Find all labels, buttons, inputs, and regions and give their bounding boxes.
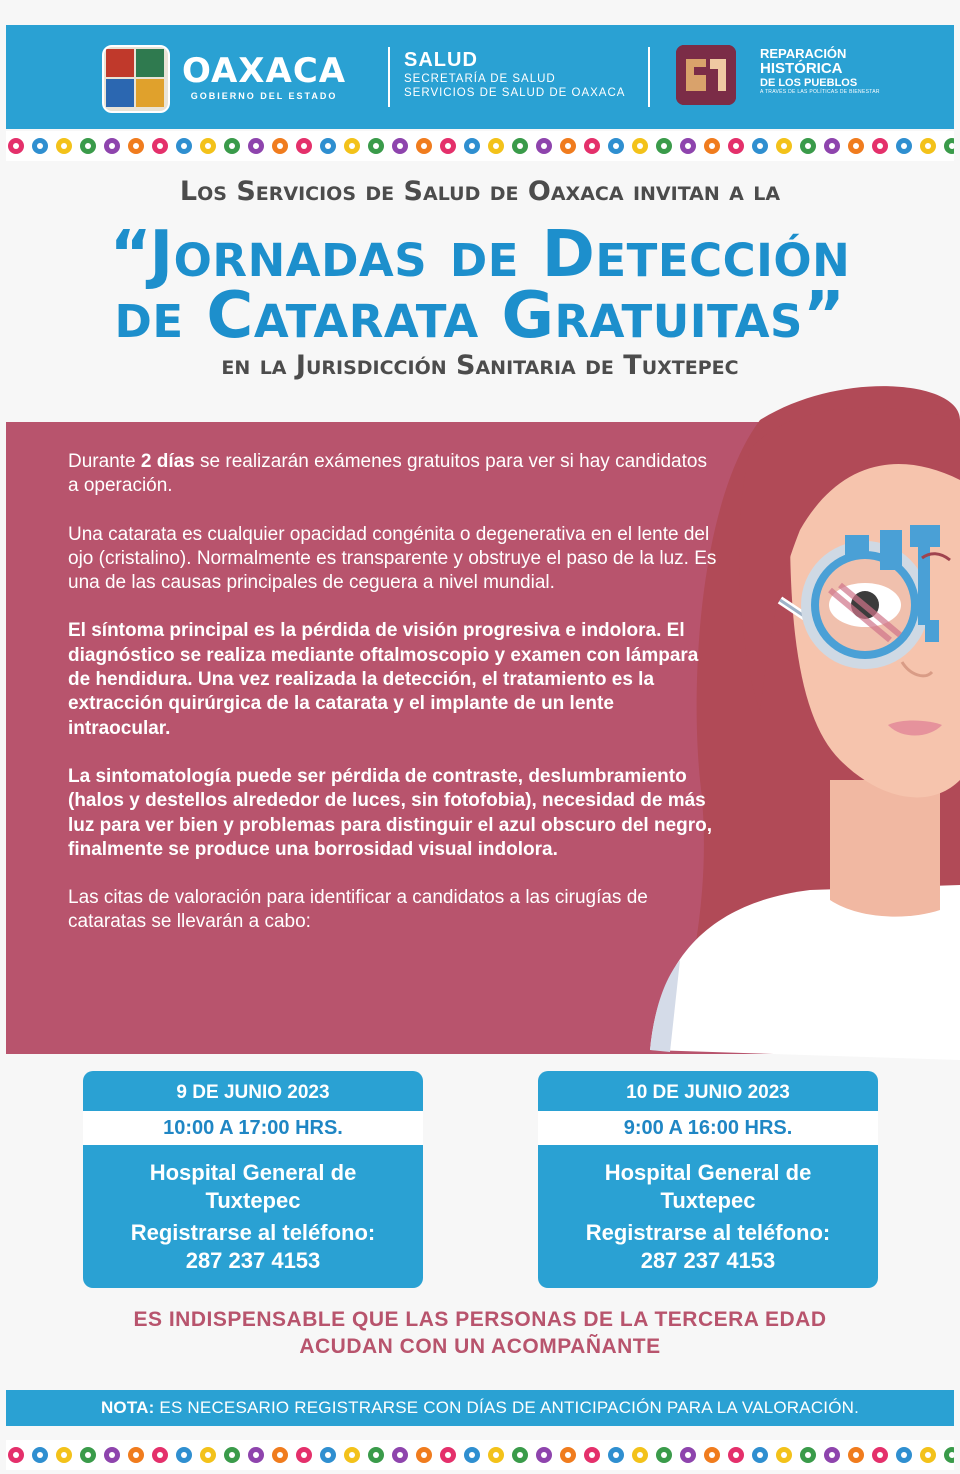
embroidery-flower <box>800 1447 816 1463</box>
embroidery-flower <box>848 138 864 154</box>
embroidery-flower <box>128 1447 144 1463</box>
embroidery-flower <box>464 1447 480 1463</box>
embroidery-band-top <box>6 131 954 161</box>
header-divider <box>388 47 390 107</box>
embroidery-flower <box>344 1447 360 1463</box>
card-date: 10 DE JUNIO 2023 <box>626 1082 790 1103</box>
intro-paragraph <box>68 450 718 499</box>
embroidery-flower <box>512 1447 528 1463</box>
embroidery-flower <box>416 1447 432 1463</box>
embroidery-flower <box>488 1447 504 1463</box>
warning-line2: ACUDAN CON UN ACOMPAÑANTE <box>299 1335 661 1358</box>
embroidery-flower <box>464 138 480 154</box>
embroidery-flower <box>32 1447 48 1463</box>
embroidery-flower <box>728 1447 744 1463</box>
embroidery-flower <box>800 138 816 154</box>
embroidery-flower <box>272 138 288 154</box>
embroidery-flower <box>680 138 696 154</box>
embroidery-flower <box>200 1447 216 1463</box>
embroidery-flower <box>824 138 840 154</box>
embroidery-flower <box>392 138 408 154</box>
header-divider <box>648 47 650 107</box>
phone-number: 287 237 4153 <box>640 1248 776 1273</box>
embroidery-flower <box>680 1447 696 1463</box>
embroidery-flower <box>536 1447 552 1463</box>
embroidery-flower <box>392 1447 408 1463</box>
rep-line4: A TRAVÉS DE LAS POLÍTICAS DE BIENESTAR <box>760 89 880 95</box>
embroidery-flower <box>8 1447 24 1463</box>
embroidery-flower <box>632 138 648 154</box>
embroidery-flower <box>728 138 744 154</box>
embroidery-flower <box>152 138 168 154</box>
register-label: Registrarse al teléfono: <box>585 1220 831 1245</box>
embroidery-flower <box>368 138 384 154</box>
embroidery-flower <box>296 138 312 154</box>
embroidery-flower <box>824 1447 840 1463</box>
embroidery-flower <box>320 1447 336 1463</box>
embroidery-flower <box>8 138 24 154</box>
catarata-definition: Una catarata es cualquier opacidad congénita o degenerativa en el lente del ojo (cristalino). Normalmente es transparente y obstruye el paso de la luz. Es una de las causas principales de ceguera a nivel mundial. <box>68 523 717 594</box>
embroidery-flower <box>944 138 954 154</box>
place-line1: Hospital General de <box>149 1160 357 1185</box>
embroidery-flower <box>32 138 48 154</box>
embroidery-flower <box>872 138 888 154</box>
card-register <box>538 1219 878 1275</box>
embroidery-flower <box>920 138 936 154</box>
embroidery-flower <box>320 138 336 154</box>
register-label: Registrarse al teléfono: <box>130 1220 376 1245</box>
embroidery-flower <box>128 138 144 154</box>
reparacion-logo <box>676 45 736 105</box>
embroidery-flower <box>752 138 768 154</box>
embroidery-flower <box>440 1447 456 1463</box>
warning-line1: ES INDISPENSABLE QUE LAS PERSONAS DE LA TERCERA EDAD <box>133 1308 827 1331</box>
salud-block <box>404 49 625 100</box>
symptomatology-paragraph: La sintomatología puede ser pérdida de contraste, deslumbramiento (halos y destellos alrededor de luces, sin fotofobia), necesidad de más luz para ver bien y problemas para distinguir el azul obscuro del negro, finalmente se produce una borrosidad visual indolora. <box>68 765 713 860</box>
appointments-paragraph: Las citas de valoración para identificar a candidatos a las cirugías de cataratas se llevarán a cabo: <box>68 887 648 933</box>
embroidery-flower <box>560 1447 576 1463</box>
embroidery-flower <box>896 138 912 154</box>
embroidery-flower <box>704 138 720 154</box>
embroidery-flower <box>440 138 456 154</box>
card-date: 9 DE JUNIO 2023 <box>176 1082 330 1103</box>
embroidery-flower <box>704 1447 720 1463</box>
header-bar <box>6 25 954 129</box>
embroidery-flower <box>848 1447 864 1463</box>
embroidery-flower <box>608 1447 624 1463</box>
place-line2: Tuxtepec <box>205 1188 301 1213</box>
embroidery-flower <box>80 1447 96 1463</box>
event-title-line1: “Jornadas de Detección <box>109 218 851 292</box>
embroidery-flower <box>368 1447 384 1463</box>
rep-line2: HISTÓRICA <box>760 60 843 77</box>
nota-text: ES NECESARIO REGISTRARSE CON DÍAS DE ANTICIPACIÓN PARA LA VALORACIÓN. <box>154 1398 860 1417</box>
embroidery-flower <box>104 1447 120 1463</box>
embroidery-flower <box>560 138 576 154</box>
embroidery-flower <box>200 138 216 154</box>
embroidery-flower <box>176 1447 192 1463</box>
phone-number: 287 237 4153 <box>185 1248 321 1273</box>
intro-line: Los Servicios de Salud de Oaxaca invitan a la <box>179 176 781 207</box>
embroidery-flower <box>608 138 624 154</box>
embroidery-flower <box>896 1447 912 1463</box>
embroidery-flower <box>296 1447 312 1463</box>
symptom-paragraph: El síntoma principal es la pérdida de visión progresiva e indolora. El diagnóstico se realiza mediante oftalmoscopio y examen con lámpara de hendidura. Una vez realizada la detección, el tratamiento es la extracción quirúrgica de la catarata y el implante de un lente intraocular. <box>68 620 699 739</box>
rep-line3: DE LOS PUEBLOS <box>760 77 858 89</box>
embroidery-flower <box>872 1447 888 1463</box>
card-register <box>83 1219 423 1275</box>
embroidery-flower <box>776 138 792 154</box>
embroidery-flower <box>224 138 240 154</box>
salud-title: SALUD <box>404 49 478 71</box>
card-place <box>83 1159 423 1215</box>
info-text <box>68 450 718 959</box>
embroidery-flower <box>224 1447 240 1463</box>
card-hours: 10:00 A 17:00 HRS. <box>83 1111 423 1145</box>
embroidery-flower <box>344 138 360 154</box>
p1-text-a: Durante <box>68 451 141 472</box>
embroidery-flower <box>80 138 96 154</box>
embroidery-flower <box>632 1447 648 1463</box>
embroidery-band-bottom <box>6 1440 954 1470</box>
nota-bar <box>6 1390 954 1426</box>
card-place <box>538 1159 878 1215</box>
salud-line2: SERVICIOS DE SALUD DE OAXACA <box>404 87 626 99</box>
embroidery-flower <box>512 138 528 154</box>
embroidery-flower <box>272 1447 288 1463</box>
embroidery-flower <box>416 138 432 154</box>
embroidery-flower <box>752 1447 768 1463</box>
salud-line1: SECRETARÍA DE SALUD <box>404 73 556 85</box>
reparacion-block <box>760 47 880 96</box>
embroidery-flower <box>488 138 504 154</box>
embroidery-flower <box>584 1447 600 1463</box>
place-line1: Hospital General de <box>604 1160 812 1185</box>
p1-days: 2 días <box>140 451 195 472</box>
embroidery-flower <box>944 1447 954 1463</box>
embroidery-flower <box>656 138 672 154</box>
embroidery-flower <box>56 138 72 154</box>
embroidery-flower <box>248 1447 264 1463</box>
oaxaca-brand <box>182 53 346 101</box>
p1-text-c: se realizarán exámenes gratuitos para ver si hay candidatos a operación. <box>68 451 707 497</box>
appointment-card-2 <box>538 1071 878 1288</box>
embroidery-flower <box>536 138 552 154</box>
embroidery-flower <box>776 1447 792 1463</box>
jurisdiction-line: en la Jurisdicción Sanitaria de Tuxtepec <box>221 350 739 381</box>
companion-warning <box>0 1306 960 1360</box>
place-line2: Tuxtepec <box>660 1188 756 1213</box>
nota-label: NOTA: <box>100 1398 155 1417</box>
card-hours: 9:00 A 16:00 HRS. <box>538 1111 878 1145</box>
embroidery-flower <box>920 1447 936 1463</box>
embroidery-flower <box>584 138 600 154</box>
appointment-card-1 <box>83 1071 423 1288</box>
rep-line1: REPARACIÓN <box>760 46 847 61</box>
embroidery-flower <box>248 138 264 154</box>
oaxaca-logo <box>102 45 170 113</box>
event-title-line2: de Catarata Gratuitas” <box>114 279 846 353</box>
gobierno-label: GOBIERNO DEL ESTADO <box>190 91 338 101</box>
embroidery-flower <box>656 1447 672 1463</box>
oaxaca-wordmark: OAXACA <box>182 51 347 91</box>
embroidery-flower <box>56 1447 72 1463</box>
embroidery-flower <box>176 138 192 154</box>
embroidery-flower <box>104 138 120 154</box>
embroidery-flower <box>152 1447 168 1463</box>
